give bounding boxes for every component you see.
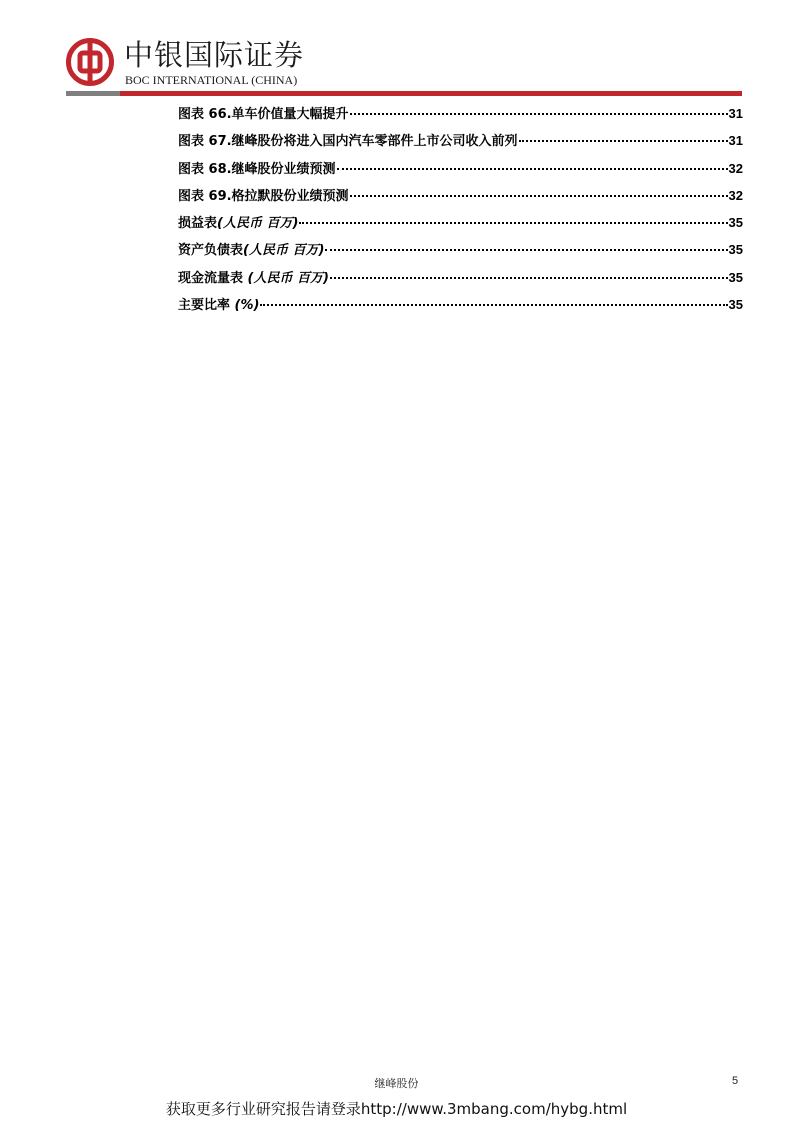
header-rule-red	[120, 91, 742, 96]
toc-entry-title	[178, 294, 259, 313]
toc-entry-page: 31	[728, 106, 743, 121]
header-rule-gray	[66, 91, 120, 96]
toc-entry-title-main: 现金流量表	[178, 270, 248, 286]
toc-entry-title: 图表 67.继峰股份将进入国内汽车零部件上市公司收入前列	[178, 134, 518, 150]
toc-entry[interactable]	[178, 103, 743, 130]
toc-leader-dots	[330, 277, 728, 279]
toc-entry-page: 32	[728, 160, 743, 176]
footer-company-name: 继峰股份	[374, 1077, 419, 1090]
brand-name-chinese: 中银国际证券	[124, 38, 305, 72]
toc-entry-page: 32	[728, 187, 743, 203]
toc-entry-title-unit: (人民币 百万)	[243, 243, 325, 259]
footer-page-number: 5	[732, 1075, 739, 1087]
toc-entry[interactable]	[178, 212, 743, 239]
toc-entry-title-unit: (%)	[234, 298, 260, 314]
toc-entry-title-unit: (人民币 百万)	[247, 270, 329, 286]
toc-leader-dots	[299, 222, 727, 224]
toc-entry-title-main: 主要比率	[178, 298, 235, 314]
toc-entry-title	[178, 212, 298, 231]
toc-entry[interactable]	[178, 294, 743, 321]
toc-leader-dots	[325, 249, 727, 251]
toc-entry[interactable]	[178, 158, 743, 185]
toc-entry-page: 35	[728, 215, 743, 231]
toc-entry-title-unit: (人民币 百万)	[217, 216, 299, 232]
footer-promo-link[interactable]: 获取更多行业研究报告请登录http://www.3mbang.com/hybg.html	[165, 1100, 628, 1118]
toc-entry-title-main: 资产负债表	[178, 243, 244, 259]
toc-entry-title: 图表 66.单车价值量大幅提升	[178, 107, 349, 122]
toc-entry-page: 31	[728, 133, 743, 149]
toc-entry-page: 35	[728, 242, 743, 258]
toc-entry[interactable]	[178, 267, 743, 294]
boc-logo-icon	[66, 38, 114, 86]
toc-entry-page: 35	[728, 297, 743, 313]
toc-leader-dots	[337, 168, 728, 170]
toc-entry-page: 35	[728, 269, 743, 285]
page-header	[0, 0, 793, 100]
toc-entry[interactable]	[178, 185, 743, 212]
toc-leader-dots	[350, 113, 728, 115]
toc-entry-title	[178, 267, 329, 286]
brand-name-english: BOC INTERNATIONAL (CHINA)	[125, 73, 298, 87]
toc-leader-dots	[350, 195, 728, 197]
toc-entry[interactable]	[178, 130, 743, 157]
toc-entry-title: 图表 68.继峰股份业绩预测	[178, 161, 336, 177]
toc-entry-title-main: 损益表	[178, 216, 218, 232]
toc-leader-dots	[260, 304, 727, 306]
table-of-contents	[178, 103, 743, 321]
toc-entry[interactable]	[178, 239, 743, 266]
toc-leader-dots	[519, 140, 728, 142]
toc-entry-title: 图表 69.格拉默股份业绩预测	[178, 188, 349, 204]
toc-entry-title	[178, 239, 324, 258]
